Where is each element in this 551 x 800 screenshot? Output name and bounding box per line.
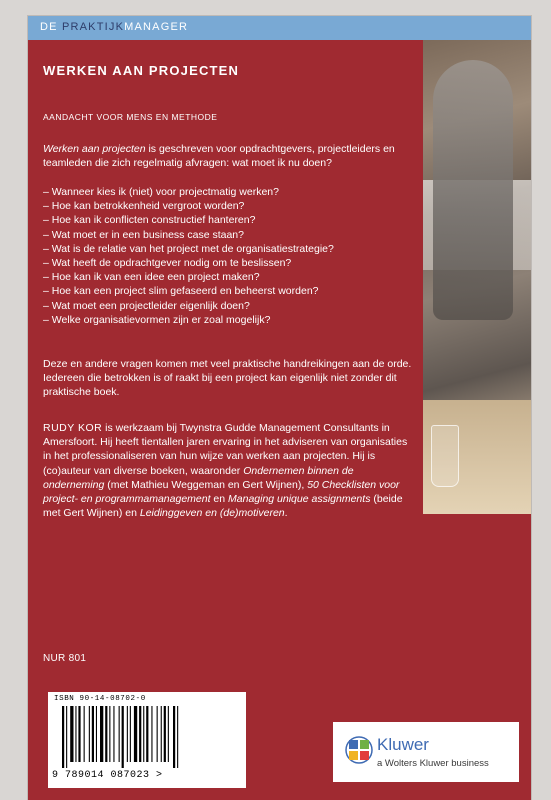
- author-text-1: is werkzaam bij Twynstra Gudde Management Consultants in Amersfoort. Hij heeft tientallen jaren ervaring in het adviseren van organisaties in het professionaliseren van hun wijze van werken aan projecten. Hij is (co)auteur van diverse boeken, waaronder: [43, 422, 408, 477]
- cover-photo: [423, 40, 531, 514]
- barcode-bar: [143, 706, 144, 762]
- author-bio: [43, 421, 415, 520]
- barcode-bar: [173, 706, 175, 768]
- barcode-bar: [122, 706, 124, 768]
- question-item: – Hoe kan een project slim gefaseerd en beheerst worden?: [43, 285, 319, 298]
- barcode-bar: [127, 706, 128, 762]
- question-item: – Wat heeft de opdrachtgever nodig om te beslissen?: [43, 257, 292, 270]
- barcode-bar: [130, 706, 131, 762]
- barcode-bar: [92, 706, 94, 762]
- barcode-bar: [151, 706, 152, 762]
- photo-glass: [431, 425, 459, 487]
- intro-paragraph: [43, 142, 411, 170]
- nur-code: NUR 801: [43, 653, 87, 664]
- publisher-tagline: a Wolters Kluwer business: [377, 758, 489, 769]
- barcode-bar: [139, 706, 141, 762]
- question-item: – Wanneer kies ik (niet) voor projectmatig werken?: [43, 186, 279, 198]
- barcode-bar: [78, 706, 80, 762]
- back-cover: [28, 16, 531, 800]
- barcode-bar: [89, 706, 90, 762]
- intro-book-title: Werken aan projecten: [43, 143, 146, 155]
- question-item: – Hoe kan betrokkenheid vergroot worden?: [43, 200, 245, 213]
- barcode-bar: [84, 706, 85, 762]
- barcode-bars: [60, 706, 234, 768]
- series-band: [28, 16, 531, 40]
- author-book-1: Ondernemen binnen de onderneming: [43, 464, 354, 491]
- barcode-bar: [134, 706, 137, 762]
- question-item: – Hoe kan ik van een idee een project maken?: [43, 271, 260, 284]
- question-item: – Hoe kan ik conflicten constructief hanteren?: [43, 214, 256, 227]
- author-book-4: Leidinggeven en (de)motiveren: [139, 507, 285, 520]
- series-label: [40, 21, 188, 33]
- barcode-bar: [168, 706, 169, 762]
- author-text-4: (beide met Gert Wijnen) en: [43, 493, 403, 520]
- author-text-5: .: [284, 507, 288, 520]
- barcode-bar: [164, 706, 166, 762]
- publisher-logo-block: [333, 722, 519, 782]
- closing-paragraph: Deze en andere vragen komen met veel praktische handreikingen aan de orde. Iedereen die betrokken is of raakt bij een project kan eigenlijk niet zonder dit praktische boek.: [43, 358, 412, 399]
- question-item: – Wat moet een projectleider eigenlijk doen?: [43, 299, 250, 312]
- series-mid: PRAKTIJK: [61, 21, 125, 33]
- series-suffix: MANAGER: [124, 21, 189, 33]
- barcode-bar: [66, 706, 67, 768]
- barcode-bar: [100, 706, 103, 762]
- barcode-bar: [62, 706, 64, 768]
- barcode-bar: [105, 706, 107, 762]
- publisher-name: Kluwer: [377, 735, 429, 754]
- question-item: – Wat is de relatie van het project met de organisatiestrategie?: [43, 242, 334, 255]
- author-book-3: Managing unique assignments: [228, 493, 371, 506]
- barcode-bar: [70, 706, 73, 762]
- question-item: – Welke organisatievormen zijn er zoal mogelijk?: [43, 313, 271, 326]
- series-prefix: DE: [40, 21, 62, 33]
- barcode-bar: [177, 706, 178, 768]
- kluwer-globe-icon: [345, 736, 373, 764]
- barcode-bar: [119, 706, 120, 762]
- barcode-bar: [157, 706, 158, 762]
- barcode-bar: [146, 706, 148, 762]
- isbn-number: ISBN 90-14-08702-0: [54, 695, 146, 703]
- author-book-2: 50 Checklisten voor project- en programmamanagement: [43, 478, 400, 506]
- isbn-barcode: [48, 692, 246, 788]
- intro-text: is geschreven voor opdrachtgevers, projectleiders en teamleden die zich regelmatig afvragen: wat moet ik nu doen?: [43, 143, 395, 170]
- barcode-bar: [75, 706, 76, 762]
- barcode-digits: 9 789014 087023 >: [52, 770, 163, 781]
- question-list: [43, 185, 413, 327]
- author-text-2: (met Mathieu Weggeman en Gert Wijnen),: [104, 478, 308, 491]
- barcode-bar: [96, 706, 97, 762]
- photo-person: [433, 60, 513, 320]
- author-name: RUDY KOR: [43, 422, 103, 434]
- author-text-3: en: [210, 493, 229, 506]
- book-subtitle: AANDACHT VOOR MENS EN METHODE: [43, 112, 218, 122]
- barcode-bar: [113, 706, 114, 762]
- question-item: – Wat moet er in een business case staan?: [43, 228, 244, 241]
- barcode-bar: [161, 706, 162, 762]
- book-title: WERKEN AAN PROJECTEN: [43, 63, 240, 78]
- barcode-bar: [109, 706, 110, 762]
